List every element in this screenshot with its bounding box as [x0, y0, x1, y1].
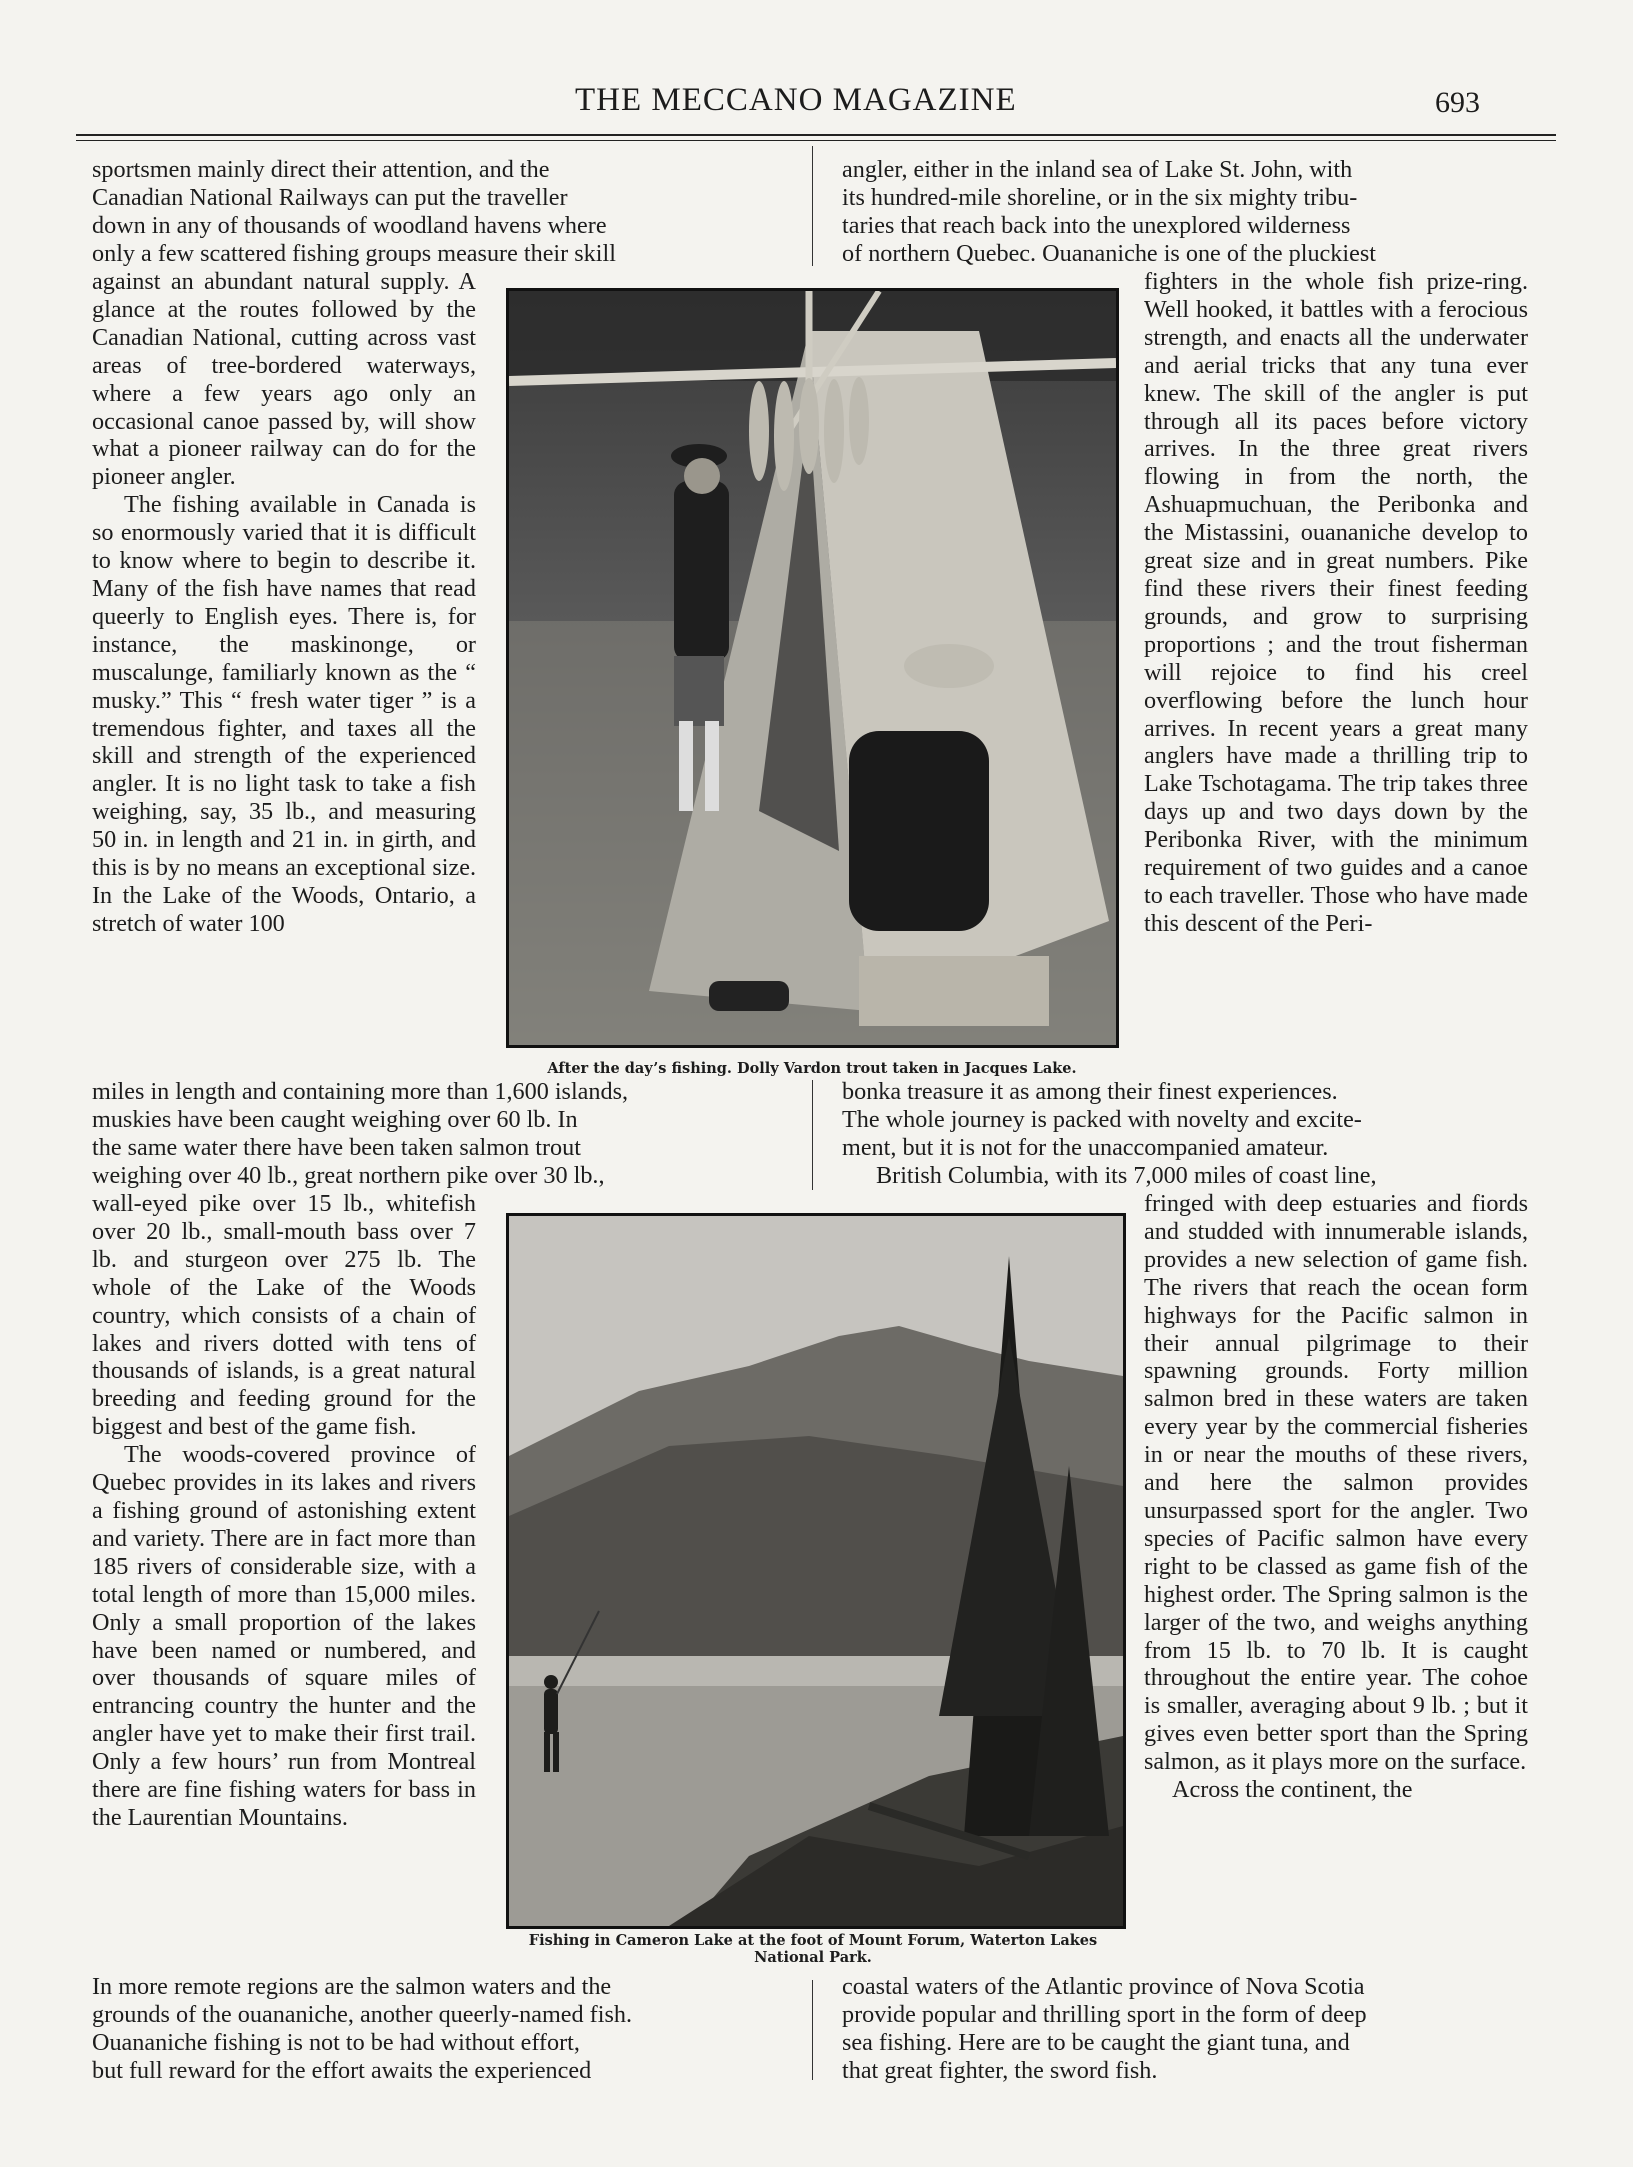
photo-camp-trout [506, 288, 1119, 1048]
paragraph: Across the continent, the [1172, 1776, 1413, 1804]
text-line: ment, but it is not for the unaccompanied amateur. [842, 1133, 1329, 1161]
text-line: grounds of the ouananiche, another queerly-named fish. [92, 2000, 633, 2028]
paragraph: The woods-covered province of Quebec provides in its lakes and rivers a fishing ground of astonishing extent and variety. There are in fact more than 185 rivers of considerable size, with a total length of more than 15,000 miles. Only a small proportion of the lakes have been named or numbered, and over thousands of square miles of entrancing country the hunter and the angler have yet to make their first trail. Only a few hours’ run from Montreal there are fine fishing waters for bass in the Laurentian Mountains. [92, 1441, 476, 1831]
header-rule-top [76, 134, 1556, 136]
text-line: taries that reach back into the unexplored wilderness [842, 211, 1351, 239]
left-middle-text [92, 1078, 778, 1190]
column-divider-middle [812, 1080, 813, 1190]
text-line: sportsmen mainly direct their attention, and the [92, 156, 550, 183]
text-line: of northern Quebec. Ouananiche is one of the pluckiest [842, 239, 1376, 267]
text-line: only a few scattered fishing groups measure their skill [92, 239, 616, 267]
photo-caption-lake: Fishing in Cameron Lake at the foot of Mount Forum, Waterton Lakes National Park. [528, 1932, 1098, 1966]
text-line: sea fishing. Here are to be caught the giant tuna, and [842, 2028, 1350, 2056]
text-line: Ouananiche fishing is not to be had without effort, [92, 2028, 580, 2056]
text-line: bonka treasure it as among their finest experiences. [842, 1078, 1338, 1105]
text-line: angler, either in the inland sea of Lake St. John, with [842, 156, 1353, 183]
page-number: 693 [1435, 86, 1480, 119]
left-narrow-upper-text [92, 268, 476, 938]
right-top-text [842, 156, 1528, 268]
paragraph: fighters in the whole fish prize-ring. Well hooked, it battles with a ferocious strength, and enacts all the underwater and aerial tricks that any tuna ever knew. The skill of the angler is put through all its paces before victory arrives. In the three great rivers flowing in from the north, the Ashuapmuchuan, the Peribonka and the Mistassini, ouananiche develop to great size and in great numbers. Pike find these rivers their finest feeding grounds, and grow to surprising proportions ; and the trout fisherman will rejoice to find his creel overflowing before the lunch hour arrives. In recent years a great many anglers have made a thrilling trip to Lake Tschotagama. The trip takes three days up and two days down by the Peribonka River, with the minimum requirement of two guides and a canoe to each traveller. Those who have made this descent of the Peri- [1144, 268, 1528, 937]
column-divider-bottom [812, 1980, 813, 2080]
paragraph: fringed with deep estuaries and fiords and studded with innumerable islands, provides a new selection of game fish. The rivers that reach the ocean form highways for the Pacific salmon in their annual pilgrimage to their spawning grounds. Forty million salmon bred in these waters are taken every year by the commercial fisheries in or near the mouths of these rivers, and here the salmon provides unsurpassed sport for the angler. Two species of Pacific salmon have every right to be classed as game fish of the highest order. The Spring salmon is the larger of the two, and weighs anything from 15 lb. to 70 lb. It is caught throughout the entire year. The cohoe is smaller, averaging about 9 lb. ; but it gives even better sport than the Spring salmon, as it plays more on the surface. [1144, 1190, 1528, 1776]
paragraph: wall-eyed pike over 15 lb., whitefish over 20 lb., small-mouth bass over 7 lb. and sturgeon over 275 lb. The whole of the Lake of the Woods country, which consists of a chain of lakes and rivers dotted with tens of thousands of islands, is a great natural breeding and feeding ground for the biggest and best of the game fish. [92, 1190, 476, 1441]
text-line: muskies have been caught weighing over 60 lb. In [92, 1105, 578, 1133]
magazine-title: THE MECCANO MAGAZINE [575, 82, 1017, 118]
text-line: In more remote regions are the salmon waters and the [92, 1973, 612, 2000]
left-top-text [92, 156, 778, 268]
text-line: its hundred-mile shoreline, or in the six mighty tribu- [842, 183, 1358, 211]
text-line: down in any of thousands of woodland havens where [92, 211, 607, 239]
right-bottom-text [842, 1973, 1528, 2085]
header-rule-bottom [76, 140, 1556, 141]
right-narrow-lower-text [1144, 1190, 1528, 1804]
text-line: the same water there have been taken salmon trout [92, 1133, 581, 1161]
text-line: coastal waters of the Atlantic province of Nova Scotia [842, 1973, 1365, 2000]
right-middle-text [842, 1078, 1528, 1190]
text-line: provide popular and thrilling sport in the form of deep [842, 2000, 1367, 2028]
column-divider-top [812, 146, 813, 266]
left-narrow-lower-text [92, 1190, 476, 1832]
photo-cameron-lake [506, 1213, 1126, 1929]
left-bottom-text [92, 1973, 778, 2085]
text-line: that great fighter, the sword fish. [842, 2056, 1158, 2084]
camp-photo-illustration [509, 291, 1116, 1045]
text-line: Canadian National Railways can put the traveller [92, 183, 568, 211]
text-line: The whole journey is packed with novelty and excite- [842, 1105, 1362, 1133]
paragraph: against an abundant natural supply. A glance at the routes followed by the Canadian National, cutting across vast areas of tree-bordered waterways, where a few years ago only an occasional canoe passed by, will show what a pioneer railway can do for the pioneer angler. [92, 268, 476, 491]
paragraph: The fishing available in Canada is so enormously varied that it is difficult to know where to begin to describe it. Many of the fish have names that read queerly to English eyes. There is, for instance, the maskinonge, or muscalunge, familiarly known as the “ musky.” This “ fresh water tiger ” is a tremendous fighter, and taxes all the skill and strength of the experienced angler. It is no light task to take a fish weighing, say, 35 lb., and measuring 50 in. in length and 21 in. in girth, and this is by no means an exceptional size. In the Lake of the Woods, Ontario, a stretch of water 100 [92, 491, 476, 937]
text-line: but full reward for the effort awaits the experienced [92, 2056, 592, 2084]
right-narrow-upper-text [1144, 268, 1528, 938]
photo-caption-camp: After the day’s fishing. Dolly Vardon trout taken in Jacques Lake. [547, 1060, 1077, 1077]
text-line: British Columbia, with its 7,000 miles of coast line, [876, 1161, 1377, 1189]
lake-photo-illustration [509, 1216, 1123, 1926]
text-line: weighing over 40 lb., great northern pike over 30 lb., [92, 1161, 605, 1189]
text-line: miles in length and containing more than 1,600 islands, [92, 1078, 629, 1105]
